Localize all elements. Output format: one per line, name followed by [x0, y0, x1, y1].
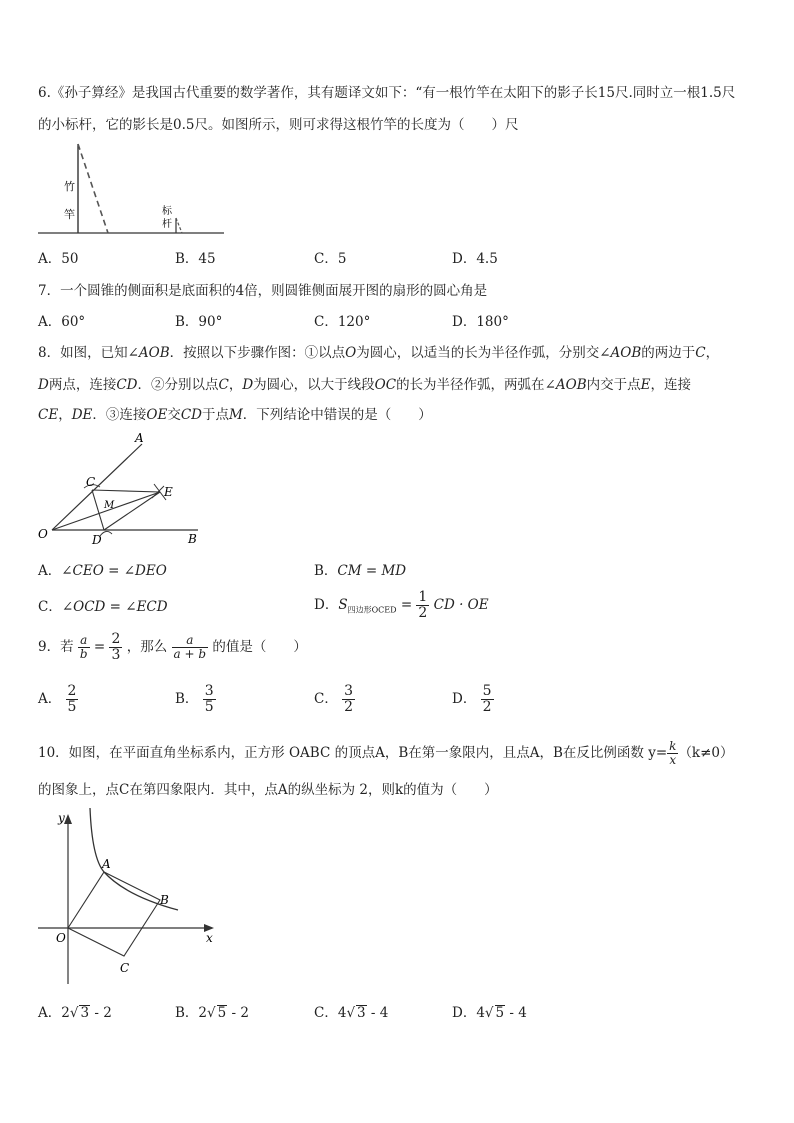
q10-option-c[interactable]: C．4√ 3 - 4: [314, 1005, 389, 1021]
q6-text-line2: 的小标杆，它的影长是0.5尺。如图所示，则可求得这根竹竿的长度为（ ）尺: [38, 117, 519, 133]
q7-option-d[interactable]: D．180°: [452, 314, 509, 330]
q6-pole-char2: 杆: [162, 219, 172, 230]
q6-bamboo-char2: 竿: [64, 208, 75, 221]
q6-bamboo-char1: 竹: [64, 180, 75, 193]
q10-option-d[interactable]: D．4√ 5 - 4: [452, 1005, 527, 1021]
q8-label-b: B: [188, 532, 197, 546]
q10-text-line1: 10．如图，在平面直角坐标系内，正方形 OABC 的顶点A，B在第一象限内，且点A，B在反比例函数 y= $\frac{k}{x}$ （k≠0）: [38, 739, 734, 767]
q8-label-d: D: [92, 533, 102, 547]
q10-text-line2: 的图象上，点C在第四象限内．其中，点A的纵坐标为 2，则k的值为（ ）: [38, 782, 498, 798]
q10-figure: [36, 808, 226, 988]
q8-text-line2: D两点，连接CD．②分别以点C，D为圆心，以大于线段OC的长为半径作弧，两弧在∠AOB内交于点E，连接: [38, 377, 691, 393]
q9-option-a[interactable]: A． $\frac{2}{5}$: [38, 683, 77, 715]
q6-option-c[interactable]: C．5: [314, 251, 347, 267]
q10-option-a[interactable]: A．2√ 3 - 2: [38, 1005, 112, 1021]
q8-text-line1: 8．如图，已知∠AOB．按照以下步骤作图：①以点O为圆心，以适当的长为半径作弧，分别交∠AOB的两边于C，: [38, 345, 720, 361]
q8-label-c: C: [86, 475, 96, 489]
q10-label-o: O: [56, 931, 66, 945]
q8-figure: [30, 430, 210, 550]
q8-label-a: A: [135, 431, 144, 445]
q8-label-e: E: [164, 485, 173, 499]
q7-option-b[interactable]: B．90°: [175, 314, 223, 330]
q8-option-d[interactable]: D．$S_{四边形OCED}$ = $\frac{1}{2}$ CD · OE: [314, 589, 489, 621]
q8-label-m: M: [104, 500, 115, 511]
q10-label-b: B: [160, 893, 169, 907]
q10-label-c: C: [120, 961, 130, 975]
q9-option-c[interactable]: C． $\frac{3}{2}$: [314, 683, 354, 715]
q8-label-o: O: [38, 527, 48, 541]
q6-figure: [38, 138, 228, 238]
q9-text: 9．若 $\frac{a}{b}$ = $\frac{2}{3}$ ，那么 $\frac{a}{a + b}$ 的值是（ ）: [38, 631, 307, 663]
q8-option-a[interactable]: A．∠CEO = ∠DEO: [38, 563, 167, 579]
q10-label-x: x: [206, 931, 213, 945]
q7-option-c[interactable]: C．120°: [314, 314, 371, 330]
q10-label-y: y: [58, 811, 65, 825]
q6-option-b[interactable]: B．45: [175, 251, 216, 267]
q6-pole-char1: 标: [162, 206, 172, 217]
q10-label-a: A: [102, 857, 111, 871]
q6-text-line1: 6.《孙子算经》是我国古代重要的数学著作，其有题译文如下：“有一根竹竿在太阳下的影子长15尺.同时立一根1.5尺: [38, 85, 736, 101]
q8-option-b[interactable]: B．CM = MD: [314, 563, 407, 579]
q7-text: 7．一个圆锥的侧面积是底面积的4倍，则圆锥侧面展开图的扇形的圆心角是: [38, 283, 488, 299]
q8-option-c[interactable]: C．∠OCD = ∠ECD: [38, 599, 168, 615]
q9-option-d[interactable]: D． $\frac{5}{2}$: [452, 683, 492, 715]
q6-option-d[interactable]: D．4.5: [452, 251, 498, 267]
q7-option-a[interactable]: A．60°: [38, 314, 86, 330]
q9-option-b[interactable]: B． $\frac{3}{5}$: [175, 683, 214, 715]
q8-text-line3: CE，DE．③连接OE交CD于点M．下列结论中错误的是（ ）: [38, 407, 432, 423]
q6-option-a[interactable]: A．50: [38, 251, 79, 267]
q10-option-b[interactable]: B．2√ 5 - 2: [175, 1005, 249, 1021]
